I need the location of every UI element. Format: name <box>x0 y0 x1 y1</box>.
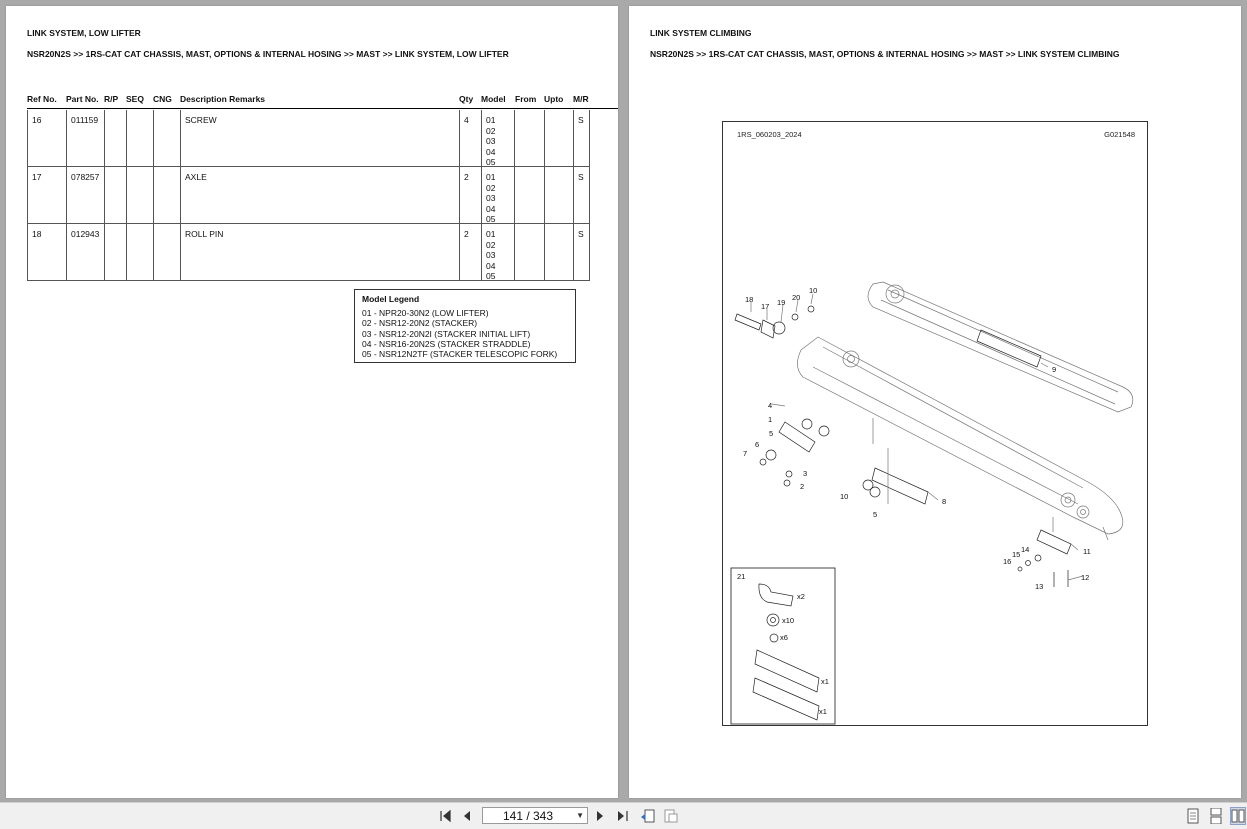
callout-number: 14 <box>1021 545 1030 554</box>
cell-seq <box>127 167 154 223</box>
cell-model: 01 02 03 04 05 <box>482 224 515 280</box>
first-page-button[interactable] <box>438 808 454 824</box>
next-page-button[interactable] <box>592 808 608 824</box>
cell-cng <box>154 167 181 223</box>
continuous-view-icon <box>1209 808 1223 824</box>
cell-ref: 18 <box>28 224 67 280</box>
col-ref-no: Ref No. <box>27 94 57 104</box>
cell-mr: S <box>578 172 584 182</box>
inset-qty: x6 <box>780 633 788 642</box>
breadcrumb: NSR20N2S >> 1RS-CAT CAT CHASSIS, MAST, OPTIONS & INTERNAL HOSING >> MAST >> LINK SYSTEM, LOW LIFTER <box>27 49 509 59</box>
col-qty: Qty <box>459 94 474 104</box>
header-rule <box>27 108 618 109</box>
prev-view-icon <box>640 808 656 824</box>
cell-desc: AXLE <box>181 167 460 223</box>
callout-number: 15 <box>1012 550 1021 559</box>
col-from: From <box>515 94 537 104</box>
cell-upto <box>545 110 574 166</box>
single-page-view-icon <box>1186 808 1200 824</box>
callout-number: 12 <box>1081 573 1090 582</box>
col-rp: R/P <box>104 94 119 104</box>
callout-number: 7 <box>743 449 748 458</box>
page-number-select[interactable] <box>482 807 588 824</box>
legend-item: 01 - NPR20-30N2 (LOW LIFTER) <box>362 308 489 318</box>
table-row <box>27 110 590 167</box>
callout-number: 10 <box>840 492 849 501</box>
legend-item: 04 - NSR16-20N2S (STACKER STRADDLE) <box>362 338 531 349</box>
cell-rp <box>105 110 127 166</box>
diagram-code: 1RS_060203_2024 <box>737 130 802 139</box>
first-page-icon <box>438 808 454 824</box>
callout-number: 19 <box>777 298 786 307</box>
inset-qty: x1 <box>819 707 827 716</box>
col-cng: CNG <box>153 94 172 104</box>
single-page-view-button[interactable] <box>1186 808 1200 824</box>
callout-number: 1 <box>768 415 773 424</box>
cell-qty: 4 <box>460 110 482 166</box>
cell-cng <box>154 110 181 166</box>
legend-item: 05 - NSR12N2TF (STACKER TELESCOPIC FORK) <box>362 349 558 360</box>
col-upto: Upto <box>544 94 564 104</box>
col-description: Description Remarks <box>180 94 266 104</box>
inset-qty: x2 <box>797 592 805 601</box>
callout-number: 3 <box>803 469 808 478</box>
chevron-down-icon: ▼ <box>576 811 584 820</box>
cell-part: 012943 <box>67 224 105 280</box>
next-view-button[interactable] <box>663 808 679 824</box>
callout-number: 6 <box>755 440 760 449</box>
cell-model: 01 02 03 04 05 <box>482 167 515 223</box>
cell-seq <box>127 224 154 280</box>
cell-seq <box>127 110 154 166</box>
cell-from <box>515 110 545 166</box>
breadcrumb: NSR20N2S >> 1RS-CAT CAT CHASSIS, MAST, OPTIONS & INTERNAL HOSING >> MAST >> LINK SYSTEM CLIMBING <box>650 49 1120 59</box>
last-page-icon <box>614 808 630 824</box>
two-page-view-icon <box>1231 808 1245 824</box>
cell-desc: ROLL PIN <box>181 224 460 280</box>
legend-title: Model Legend <box>362 294 420 304</box>
prev-page-button[interactable] <box>459 808 475 824</box>
cell-part: 011159 <box>67 110 105 166</box>
next-view-icon <box>663 808 679 824</box>
callout-number: 16 <box>1003 557 1012 566</box>
exploded-diagram <box>722 121 1148 726</box>
cell-desc: SCREW <box>181 110 460 166</box>
inset-qty: x1 <box>821 677 829 686</box>
callout-number: 2 <box>800 482 805 491</box>
table-row <box>27 224 590 281</box>
inset-label: 21 <box>737 572 746 581</box>
cell-mr: S <box>578 229 584 239</box>
col-model: Model <box>481 94 506 104</box>
cell-qty: 2 <box>460 224 482 280</box>
cell-cng <box>154 224 181 280</box>
cell-qty: 2 <box>460 167 482 223</box>
diagram-ref: G021548 <box>1104 130 1135 139</box>
col-seq: SEQ <box>126 94 144 104</box>
viewer-toolbar <box>0 802 1247 829</box>
callout-number: 18 <box>745 295 754 304</box>
legend-item: 02 - NSR12-20N2 (STACKER) <box>362 318 478 329</box>
cell-mr: S <box>578 115 584 125</box>
callout-number: 5 <box>873 510 878 519</box>
table-row <box>27 167 590 224</box>
callout-number: 13 <box>1035 582 1044 591</box>
callout-number: 20 <box>792 293 801 302</box>
callout-number: 4 <box>768 401 773 410</box>
callout-number: 5 <box>769 429 774 438</box>
diagram-drawing <box>723 122 1147 725</box>
inset-qty: x10 <box>782 616 795 625</box>
callout-number: 8 <box>942 497 947 506</box>
callout-number: 9 <box>1052 365 1057 374</box>
page-title: LINK SYSTEM, LOW LIFTER <box>27 28 141 38</box>
cell-part: 078257 <box>67 167 105 223</box>
col-mr: M/R <box>573 94 589 104</box>
cell-from <box>515 224 545 280</box>
cell-rp <box>105 167 127 223</box>
prev-page-icon <box>459 808 475 824</box>
left-page <box>6 6 618 798</box>
legend-item: 03 - NSR12-20N2I (STACKER INITIAL LIFT) <box>362 328 531 339</box>
cell-ref: 16 <box>28 110 67 166</box>
right-page <box>629 6 1241 798</box>
callout-number: 11 <box>1083 547 1091 556</box>
cell-ref: 17 <box>28 167 67 223</box>
col-part-no: Part No. <box>66 94 99 104</box>
last-page-button[interactable] <box>614 808 630 824</box>
prev-view-button[interactable] <box>640 808 656 824</box>
cell-from <box>515 167 545 223</box>
cell-upto <box>545 167 574 223</box>
cell-model: 01 02 03 04 05 <box>482 110 515 166</box>
parts-table <box>27 110 590 281</box>
page-indicator: 141 / 343 <box>502 809 554 823</box>
page-title: LINK SYSTEM CLIMBING <box>650 28 752 38</box>
continuous-view-button[interactable] <box>1209 808 1223 824</box>
cell-upto <box>545 224 574 280</box>
model-legend <box>354 289 576 363</box>
callout-number: 10 <box>809 286 818 295</box>
callout-number: 17 <box>761 302 770 311</box>
cell-rp <box>105 224 127 280</box>
two-page-view-button[interactable] <box>1231 808 1245 824</box>
next-page-icon <box>592 808 608 824</box>
